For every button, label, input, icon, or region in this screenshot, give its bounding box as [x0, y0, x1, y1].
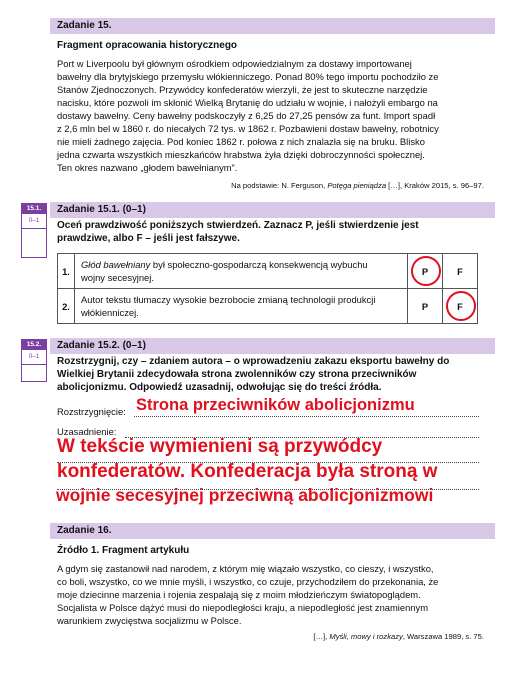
instruction-line: Rozstrzygnij, czy – zdaniem autora – o wprowadzeniu zakazu eksportu bawełny do: [57, 356, 450, 367]
option-p-cell[interactable]: [408, 254, 443, 289]
source-suffix: , Warszawa 1989, s. 75.: [402, 632, 484, 641]
true-false-table: [57, 253, 478, 324]
task15-title: Zadanie 15.: [57, 20, 112, 31]
handwritten-justification-line: W tekście wymienieni są przywódcy: [57, 436, 383, 457]
option-p-label: P: [421, 300, 429, 312]
statement-text-cont: włókienniczej.: [81, 307, 139, 318]
decision-answer-line[interactable]: [134, 416, 479, 417]
score-divider: [21, 228, 47, 229]
text-line: z 2,6 mln bel w 1860 r. do niecałych 72 tys. w 1862 r. Pozbawieni dostaw bawełny, robotnicy: [57, 123, 439, 134]
text-line: A gdym się zastanowił nad narodem, z którym mię wiązało wszystko, co cieszy, i wszystko,: [57, 563, 434, 574]
statement-text-cont: wojny secesyjnej.: [81, 272, 154, 283]
row-number: 1.: [58, 254, 75, 289]
instruction-line: prawdziwe, albo F – jeśli jest fałszywe.: [57, 233, 240, 244]
source-suffix: […], Kraków 2015, s. 96–97.: [386, 181, 484, 190]
text-line: moje dziecinne marzenia i rojenia zespalają się z moim młodzieńczym światopoglądem.: [57, 589, 421, 600]
decision-label: Rozstrzygnięcie:: [57, 406, 126, 417]
task15-1-side-points: 0–1: [28, 217, 40, 224]
source-prefix: […],: [313, 632, 330, 641]
task16-title: Zadanie 16.: [57, 525, 112, 536]
option-f-cell[interactable]: [443, 289, 478, 324]
answer-circle-mark: [446, 291, 476, 321]
option-f-label: F: [457, 265, 463, 277]
task15-1-title: Zadanie 15.1. (0–1): [57, 204, 146, 215]
source-title: Myśli, mowy i rozkazy: [329, 632, 403, 641]
justification-label: Uzasadnienie:: [57, 426, 117, 437]
task15-source: [104, 181, 484, 190]
task15-2-title: Zadanie 15.2. (0–1): [57, 340, 146, 351]
statement-text: Autor tekstu tłumaczy wysokie bezrobocie zmianą technologii produkcji: [81, 294, 376, 305]
option-f-cell[interactable]: [443, 254, 478, 289]
text-line: Port w Liverpoolu był głównym ośrodkiem odpowiedzialnym za dostawy importowanej: [57, 58, 412, 69]
option-p-label: P: [421, 265, 429, 277]
task15-2-side-number: 15.2.: [21, 339, 47, 350]
table-row: [58, 289, 478, 324]
score-divider: [21, 364, 47, 365]
row-number: 2.: [58, 289, 75, 324]
statement-italic: Głód bawełniany: [81, 259, 151, 270]
task15-2-header-bar: [50, 338, 495, 354]
task15-1-header-bar: [50, 202, 495, 218]
option-f-label: F: [457, 300, 463, 312]
option-p-cell[interactable]: [408, 289, 443, 324]
statement-2: [75, 289, 408, 324]
task15-heading: Fragment opracowania historycznego: [57, 40, 238, 51]
text-line: nie mieli żadnego zajęcia. Pod koniec 1862 r. połowa z nich znalazła się na bruku. Blisko: [57, 136, 425, 147]
instruction-line: abolicjonizmu. Odpowiedź uzasadnij, odwołując się do treści źródła.: [57, 382, 382, 393]
handwritten-justification-line: wojnie secesyjnej przeciwną abolicjonizmowi: [56, 485, 434, 505]
source-title: Potęga pieniądza: [327, 181, 387, 190]
task15-1-side-number: 15.1.: [21, 203, 47, 214]
statement-text: był społeczno-gospodarczą konsekwencją wybuchu: [150, 259, 368, 270]
text-line: co boli, wszystko, co we mnie myśli, i wszystko, co czuje, przychodziłem do przekonania, że: [57, 576, 439, 587]
task16-source: [104, 632, 484, 641]
text-line: bawełny dla brytyjskiego przemysłu włókienniczego. Ponad 80% tego importu pochodziło ze: [57, 71, 439, 82]
text-line: jedna czwarta wszystkich mieszkańców hrabstwa żyła dzięki dobroczynności społecznej.: [57, 149, 425, 160]
task16-text: [57, 562, 485, 627]
task15-header-bar: [50, 18, 495, 34]
task16-header-bar: [50, 523, 495, 539]
task16-heading: Źródło 1. Fragment artykułu: [57, 545, 190, 556]
handwritten-decision: Strona przeciwników abolicjonizmu: [136, 396, 415, 414]
text-line: Stanów Zjednoczonych. Przywódcy konfederatów wierzyli, że jest to skuteczne narzędzie: [57, 84, 428, 95]
task15-2-instruction: [57, 355, 449, 394]
source-prefix: Na podstawie: N. Ferguson,: [231, 181, 328, 190]
text-line: nacisku, które pozwoli im skłonić Wielką Brytanię do udziału w wojnie, i nałożyli embargo na: [57, 97, 438, 108]
task15-2-side-points: 0–1: [28, 353, 40, 360]
text-line: warunkiem zwycięstwa socjalizmu w Polsce.: [57, 615, 242, 626]
instruction-line: Oceń prawdziwość poniższych stwierdzeń. Zaznacz P, jeśli stwierdzenie jest: [57, 220, 419, 231]
handwritten-justification-line: konfederatów. Konfederacja była stroną w: [57, 461, 438, 482]
table-row: [58, 254, 478, 289]
task15-1-instruction: [57, 219, 419, 245]
task15-text: [57, 57, 485, 174]
answer-circle-mark: [411, 256, 441, 286]
text-line: Socjalista w Polsce dążyć musi do niepodległości kraju, a niepodległość jest znamiennym: [57, 602, 429, 613]
text-line: Ten okres nazwano „głodem bawełnianym”.: [57, 162, 238, 173]
text-line: dostawy bawełny. Ceny bawełny podskoczyły z 6,25 do 27,25 pensów za funt. Import spadł: [57, 110, 436, 121]
statement-1: [75, 254, 408, 289]
instruction-line: Wielkiej Brytanii zdecydowała strona zwolenników czy strona przeciwników: [57, 369, 417, 380]
